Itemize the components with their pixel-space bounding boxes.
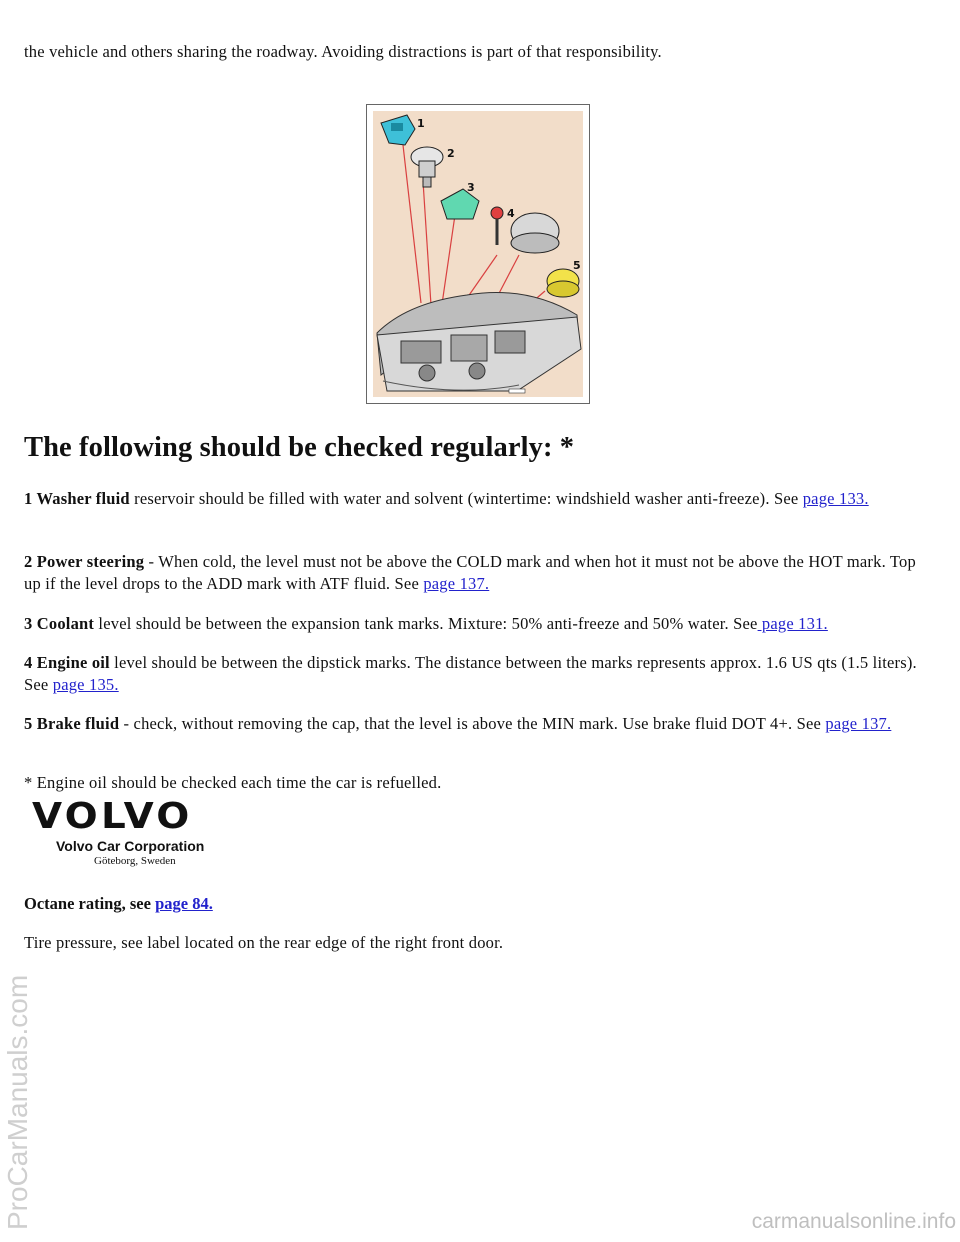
- engine-compartment-figure: [366, 104, 590, 404]
- item-label: 4 Engine oil: [24, 653, 110, 672]
- link-page-137[interactable]: page 137.: [423, 574, 490, 593]
- callout-1: 1: [417, 117, 425, 130]
- item-text: level should be between the dipstick marks. The distance between the marks represents approx. 1.6 US qts (1.5 liters). See: [24, 653, 917, 694]
- section-heading: The following should be checked regularly: *: [24, 432, 575, 463]
- item-engine-oil: [24, 652, 936, 696]
- link-page-135[interactable]: page 135.: [52, 675, 119, 694]
- callout-2: 2: [447, 147, 455, 160]
- octane-label: Octane rating, see: [24, 894, 156, 913]
- footnote: * Engine oil should be checked each time the car is refuelled.: [24, 773, 442, 792]
- volvo-logo: [32, 796, 252, 870]
- tire-pressure-text: Tire pressure, see label located on the rear edge of the right front door.: [24, 933, 504, 952]
- callout-4: 4: [507, 207, 515, 220]
- logo-corporation: Volvo Car Corporation: [56, 838, 205, 854]
- item-label: 5 Brake fluid: [24, 714, 120, 733]
- item-label: 1 Washer fluid: [24, 489, 130, 508]
- item-power-steering: [24, 551, 936, 595]
- item-text: reservoir should be filled with water and solvent (wintertime: windshield washer anti-freeze). See: [129, 489, 803, 508]
- item-coolant: [24, 613, 936, 635]
- item-brake-fluid: [24, 713, 936, 735]
- item-text: - When cold, the level must not be above the COLD mark and when hot it must not be above the HOT mark. Top up if the level drops to the ADD mark with ATF fluid. See: [24, 552, 916, 593]
- link-page-84[interactable]: page 84.: [155, 894, 213, 913]
- item-text: level should be between the expansion tank marks. Mixture: 50% anti-freeze and 50% water. See: [94, 614, 758, 633]
- link-page-137b[interactable]: page 137.: [825, 714, 892, 733]
- intro-text: the vehicle and others sharing the roadway. Avoiding distractions is part of that responsibility.: [24, 42, 662, 61]
- link-page-133[interactable]: page 133.: [802, 489, 869, 508]
- watermark-bottom-right: carmanualsonline.info: [751, 1210, 956, 1233]
- item-label: 3 Coolant: [24, 614, 95, 633]
- item-label: 2 Power steering: [24, 552, 145, 571]
- callout-5: 5: [573, 259, 581, 272]
- engine-illustration: [367, 105, 589, 403]
- logo-city: Göteborg, Sweden: [94, 855, 176, 867]
- link-page-131[interactable]: page 131.: [757, 614, 828, 633]
- logo-wordmark: VOLVO: [32, 796, 193, 837]
- brake-cap-shape: [547, 269, 579, 297]
- callout-3: 3: [467, 181, 475, 194]
- item-text: - check, without removing the cap, that the level is above the MIN mark. Use brake fluid DOT 4+. See: [119, 714, 826, 733]
- octane-rating: [24, 894, 213, 914]
- item-washer-fluid: [24, 488, 936, 510]
- watermark-left: ProCarManuals.com: [2, 974, 33, 1230]
- oil-cap-shape: [511, 213, 559, 253]
